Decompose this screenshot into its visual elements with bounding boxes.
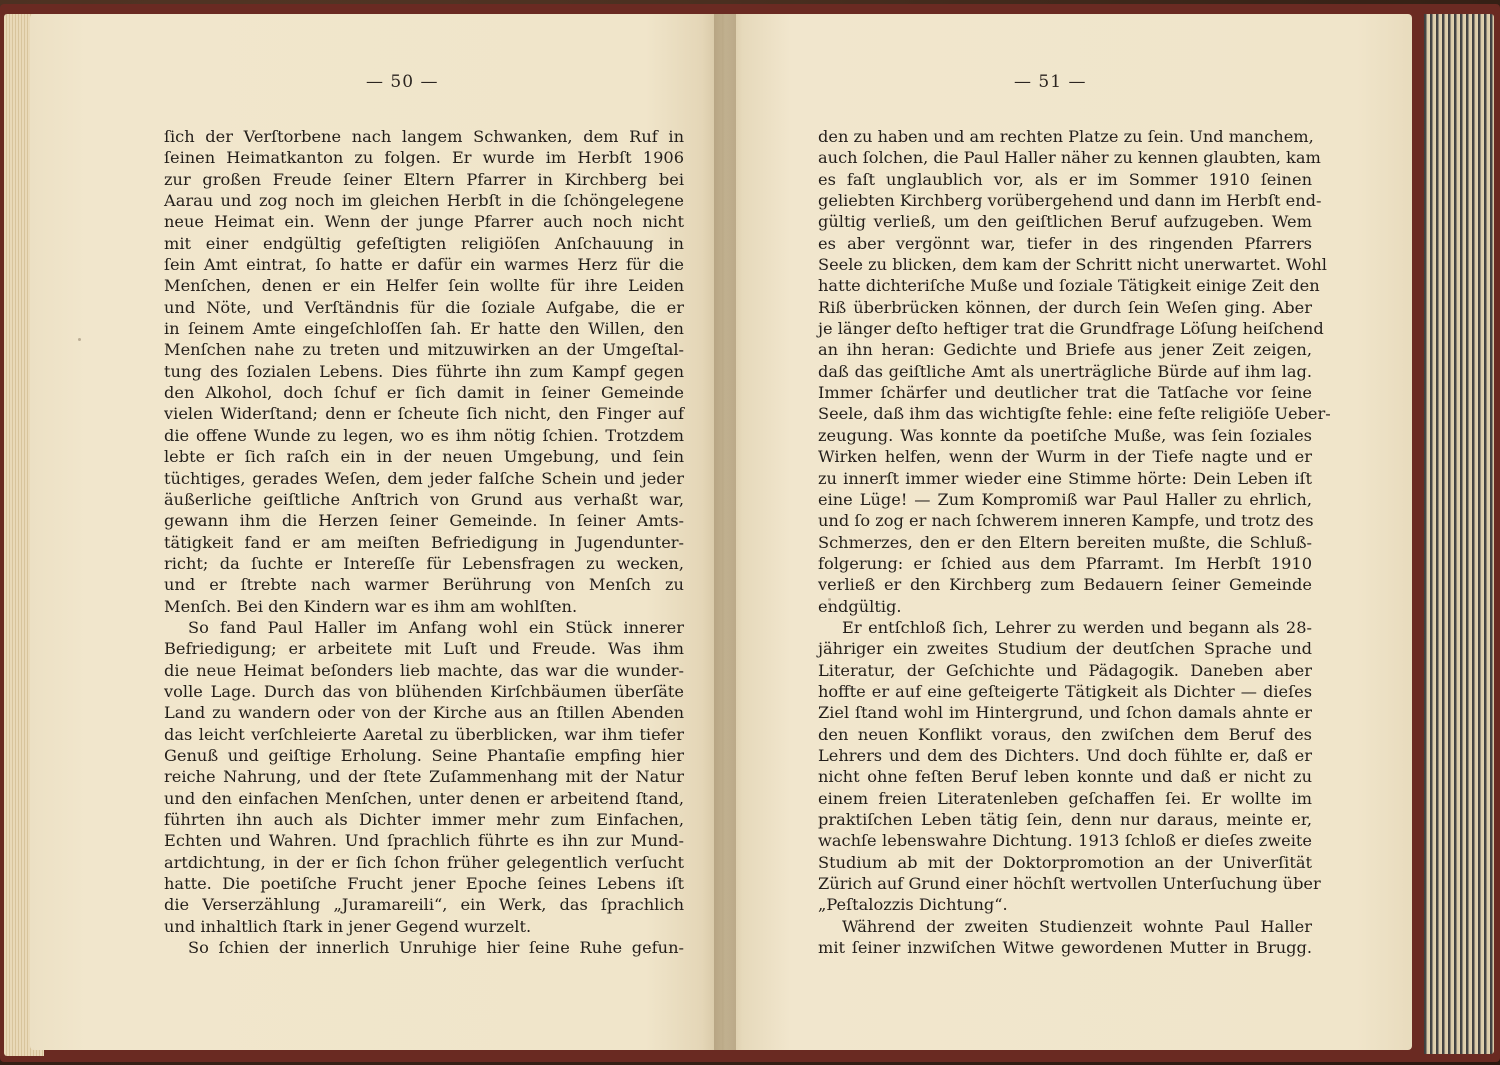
text-line: ſich der Verſtorbene nach langem Schwanken, dem Ruf in [164, 127, 684, 146]
text-line: ſein Amt eintrat, ſo hatte er dafür ein warmes Herz für die [164, 255, 684, 275]
text-line: mit einer endgültig gefeſtigten religiöſen Anſchauung in [164, 233, 684, 253]
text-line: den neuen Konflikt voraus, den zwiſchen dem Beruf des [818, 724, 1312, 744]
text-line: lebte er ſich raſch ein in der neuen Umgebung, und ſein [164, 447, 684, 467]
text-line: Befriedigung; er arbeitete mit Luſt und Freude. Was ihm [164, 639, 684, 659]
text-line: führten ihn auch als Dichter immer mehr zum Einfachen, [164, 810, 684, 829]
text-line: Schmerzes, den er den Eltern bereiten mußte, die Schluß- [818, 532, 1312, 552]
text-line: Lehrers und dem des Dichters. Und doch fühlte er, daß er [818, 745, 1312, 765]
text-line: Genuß und geiſtige Erholung. Seine Phantaſie empfing hier [164, 745, 684, 765]
text-line: und ſo zog er nach ſchwerem inneren Kampfe, und trotz des [818, 511, 1314, 531]
text-line: Immer ſchärfer und deutlicher trat die Tatſache vor ſeine [818, 383, 1312, 403]
text-line: Menſchen nahe zu treten und mitzuwirken an der Umgeſtal- [164, 340, 684, 360]
text-line: wachſe lebenswahre Dichtung. 1913 ſchloß er dieſes zweite [818, 831, 1312, 851]
text-line: Riß überbrücken können, der durch ſein Weſen ging. Aber [818, 297, 1312, 317]
text-line: eine Lüge! — Zum Kompromiß war Paul Haller zu ehrlich, [818, 489, 1312, 509]
text-line: richt; da ſuchte er Intereſſe für Lebensfragen zu wecken, [164, 553, 684, 573]
text-line: Echten und Wahren. Und ſprachlich führte es ihn zur Mund- [164, 831, 684, 851]
text-line: einem freien Literatenleben geſchaffen ſei. Er wollte im [818, 788, 1312, 808]
text-line: volle Lage. Durch das von blühenden Kirſchbäumen überſäte [164, 681, 684, 701]
text-line: es faſt unglaublich vor, als er im Sommer 1910 ſeinen [818, 169, 1312, 189]
text-line: Wirken helfen, wenn der Wurm in der Tiefe nagte und er [818, 447, 1312, 467]
text-line: Ziel ſtand wohl im Hintergrund, und ſchon damals ahnte er [818, 703, 1312, 723]
left-page [30, 14, 730, 1050]
book-gutter [714, 14, 736, 1050]
text-line: Seele zu blicken, dem kam der Schritt nicht unerwartet. Wohl [818, 255, 1327, 275]
text-line: die offene Wunde zu legen, wo es ihm nötig ſchien. Trotzdem [164, 425, 684, 445]
text-line: „Peſtalozzis Dichtung“. [818, 895, 1008, 915]
text-line: die neue Heimat beſonders lieb machte, das war die wunder- [164, 660, 684, 680]
text-line: Seele, daß ihm das wichtigſte fehle: eine feſte religiöſe Ueber- [818, 404, 1331, 424]
text-line: So fand Paul Haller im Anfang wohl ein Stück innerer [188, 617, 684, 637]
text-line: und er ſtrebte nach warmer Berührung von Menſch zu [164, 575, 684, 595]
text-line: in ſeinem Amte eingeſchloſſen ſah. Er hatte den Willen, den [164, 319, 684, 339]
text-line: die Verserzählung „Juramareili“, ein Werk, das ſprachlich [164, 895, 684, 915]
text-line: je länger deſto heftiger trat die Grundfrage Löſung heiſchend [818, 319, 1324, 339]
text-line: neue Heimat ein. Wenn der junge Pfarrer auch noch nicht [164, 212, 684, 232]
text-line: auch ſolchen, die Paul Haller näher zu kennen glaubten, kam [818, 148, 1321, 168]
text-line: hatte. Die poetiſche Frucht jener Epoche ſeines Lebens iſt [164, 874, 684, 894]
text-line: zu innerſt immer wieder eine Stimme hörte: Dein Leben iſt [818, 468, 1312, 488]
text-line: ſeinen Heimatkanton zu folgen. Er wurde im Herbſt 1906 [164, 148, 684, 168]
text-line: vielen Widerſtand; denn er ſcheute ſich nicht, den Finger auf [164, 404, 684, 424]
paper-speck [828, 598, 831, 601]
text-line: und den einfachen Menſchen, unter denen er arbeitend ſtand, [164, 788, 684, 808]
text-line: verließ er den Kirchberg zum Bedauern ſeiner Gemeinde [818, 575, 1312, 595]
text-line: artdichtung, in der er ſich ſchon früher gelegentlich verſucht [164, 852, 684, 872]
text-line: tung des ſozialen Lebens. Dies führte ihn zum Kampf gegen [164, 361, 684, 381]
text-line: an ihn heran: Gedichte und Briefe aus jener Zeit zeigen, [818, 340, 1312, 360]
text-line: und inhaltlich ſtark in jener Gegend wurzelt. [164, 916, 532, 936]
text-line: Land zu wandern oder von der Kirche aus an ſtillen Abenden [164, 703, 684, 723]
text-line: reiche Nahrung, und der ſtete Zuſammenhang mit der Natur [164, 767, 684, 787]
text-line: daß das geiſtliche Amt als unerträgliche Bürde auf ihm lag. [818, 361, 1312, 381]
text-line: endgültig. [818, 596, 902, 616]
text-line: Zürich auf Grund einer höchſt wertvollen Unterſuchung über [818, 874, 1321, 894]
text-line: äußerliche geiſtliche Anſtrich von Grund aus verhaßt war, [164, 489, 684, 509]
text-line: das leicht verſchleierte Aaretal zu überblicken, war ihm tiefer [164, 724, 684, 744]
text-line: So ſchien der innerlich Unruhige hier ſeine Ruhe gefun- [188, 938, 684, 958]
left-page-number: — 50 — [366, 72, 439, 92]
right-page [722, 14, 1412, 1050]
text-line: nicht ohne feſten Beruf leben konnte und daß er nicht zu [818, 767, 1312, 787]
text-line: zur großen Freude ſeiner Eltern Pfarrer in Kirchberg bei [164, 169, 684, 189]
text-line: Aarau und zog noch im gleichen Herbſt in die ſchöngelegene [164, 191, 684, 211]
text-line: Er entſchloß ſich, Lehrer zu werden und begann als 28- [842, 617, 1312, 637]
text-line: Menſchen, denen er ein Helfer ſein wollte für ihre Leiden [164, 276, 684, 296]
text-line: Literatur, der Geſchichte und Pädagogik. Daneben aber [818, 660, 1312, 680]
text-line: gewann ihm die Herzen ſeiner Gemeinde. In ſeiner Amts- [164, 511, 684, 531]
page-edges-right [1424, 14, 1494, 1054]
text-line: Studium ab mit der Doktorpromotion an der Univerſität [818, 852, 1312, 872]
paper-speck [78, 338, 81, 341]
text-line: und Nöte, und Verſtändnis für die ſoziale Aufgabe, die er [164, 297, 684, 317]
left-page-text [164, 126, 684, 958]
text-line: jähriger ein zweites Studium der deutſchen Sprache und [818, 639, 1312, 659]
text-line: Während der zweiten Studienzeit wohnte Paul Haller [842, 916, 1312, 936]
text-line: mit ſeiner inzwiſchen Witwe gewordenen Mutter in Brugg. [818, 938, 1312, 958]
right-page-text [818, 126, 1331, 958]
text-line: praktiſchen Leben tätig ſein, denn nur daraus, meinte er, [818, 810, 1312, 829]
right-page-number: — 51 — [1014, 72, 1087, 92]
text-line: geliebten Kirchberg vorübergehend und dann im Herbſt end- [818, 191, 1322, 211]
text-line: gültig verließ, um den geiſtlichen Beruf aufzugeben. Wem [818, 212, 1312, 232]
text-line: hoffte er auf eine geſteigerte Tätigkeit als Dichter — dieſes [818, 681, 1312, 701]
text-line: hatte dichteriſche Muße und ſoziale Tätigkeit einige Zeit den [818, 276, 1320, 296]
text-line: zeugung. Was konnte da poetiſche Muße, was ſein ſoziales [818, 425, 1312, 445]
text-line: den zu haben und am rechten Platze zu ſein. Und manchem, [818, 127, 1314, 146]
text-line: es aber vergönnt war, tiefer in des ringenden Pfarrers [818, 233, 1312, 253]
text-line: tüchtiges, gerades Weſen, dem jeder falſche Schein und jeder [164, 468, 684, 488]
text-line: folgerung: er ſchied aus dem Pfarramt. Im Herbſt 1910 [818, 553, 1312, 573]
text-line: Menſch. Bei den Kindern war es ihm am wohlſten. [164, 596, 578, 616]
text-line: tätigkeit fand er am meiſten Befriedigung in Jugendunter- [164, 532, 684, 552]
text-line: den Alkohol, doch ſchuf er ſich damit in ſeiner Gemeinde [164, 383, 684, 403]
